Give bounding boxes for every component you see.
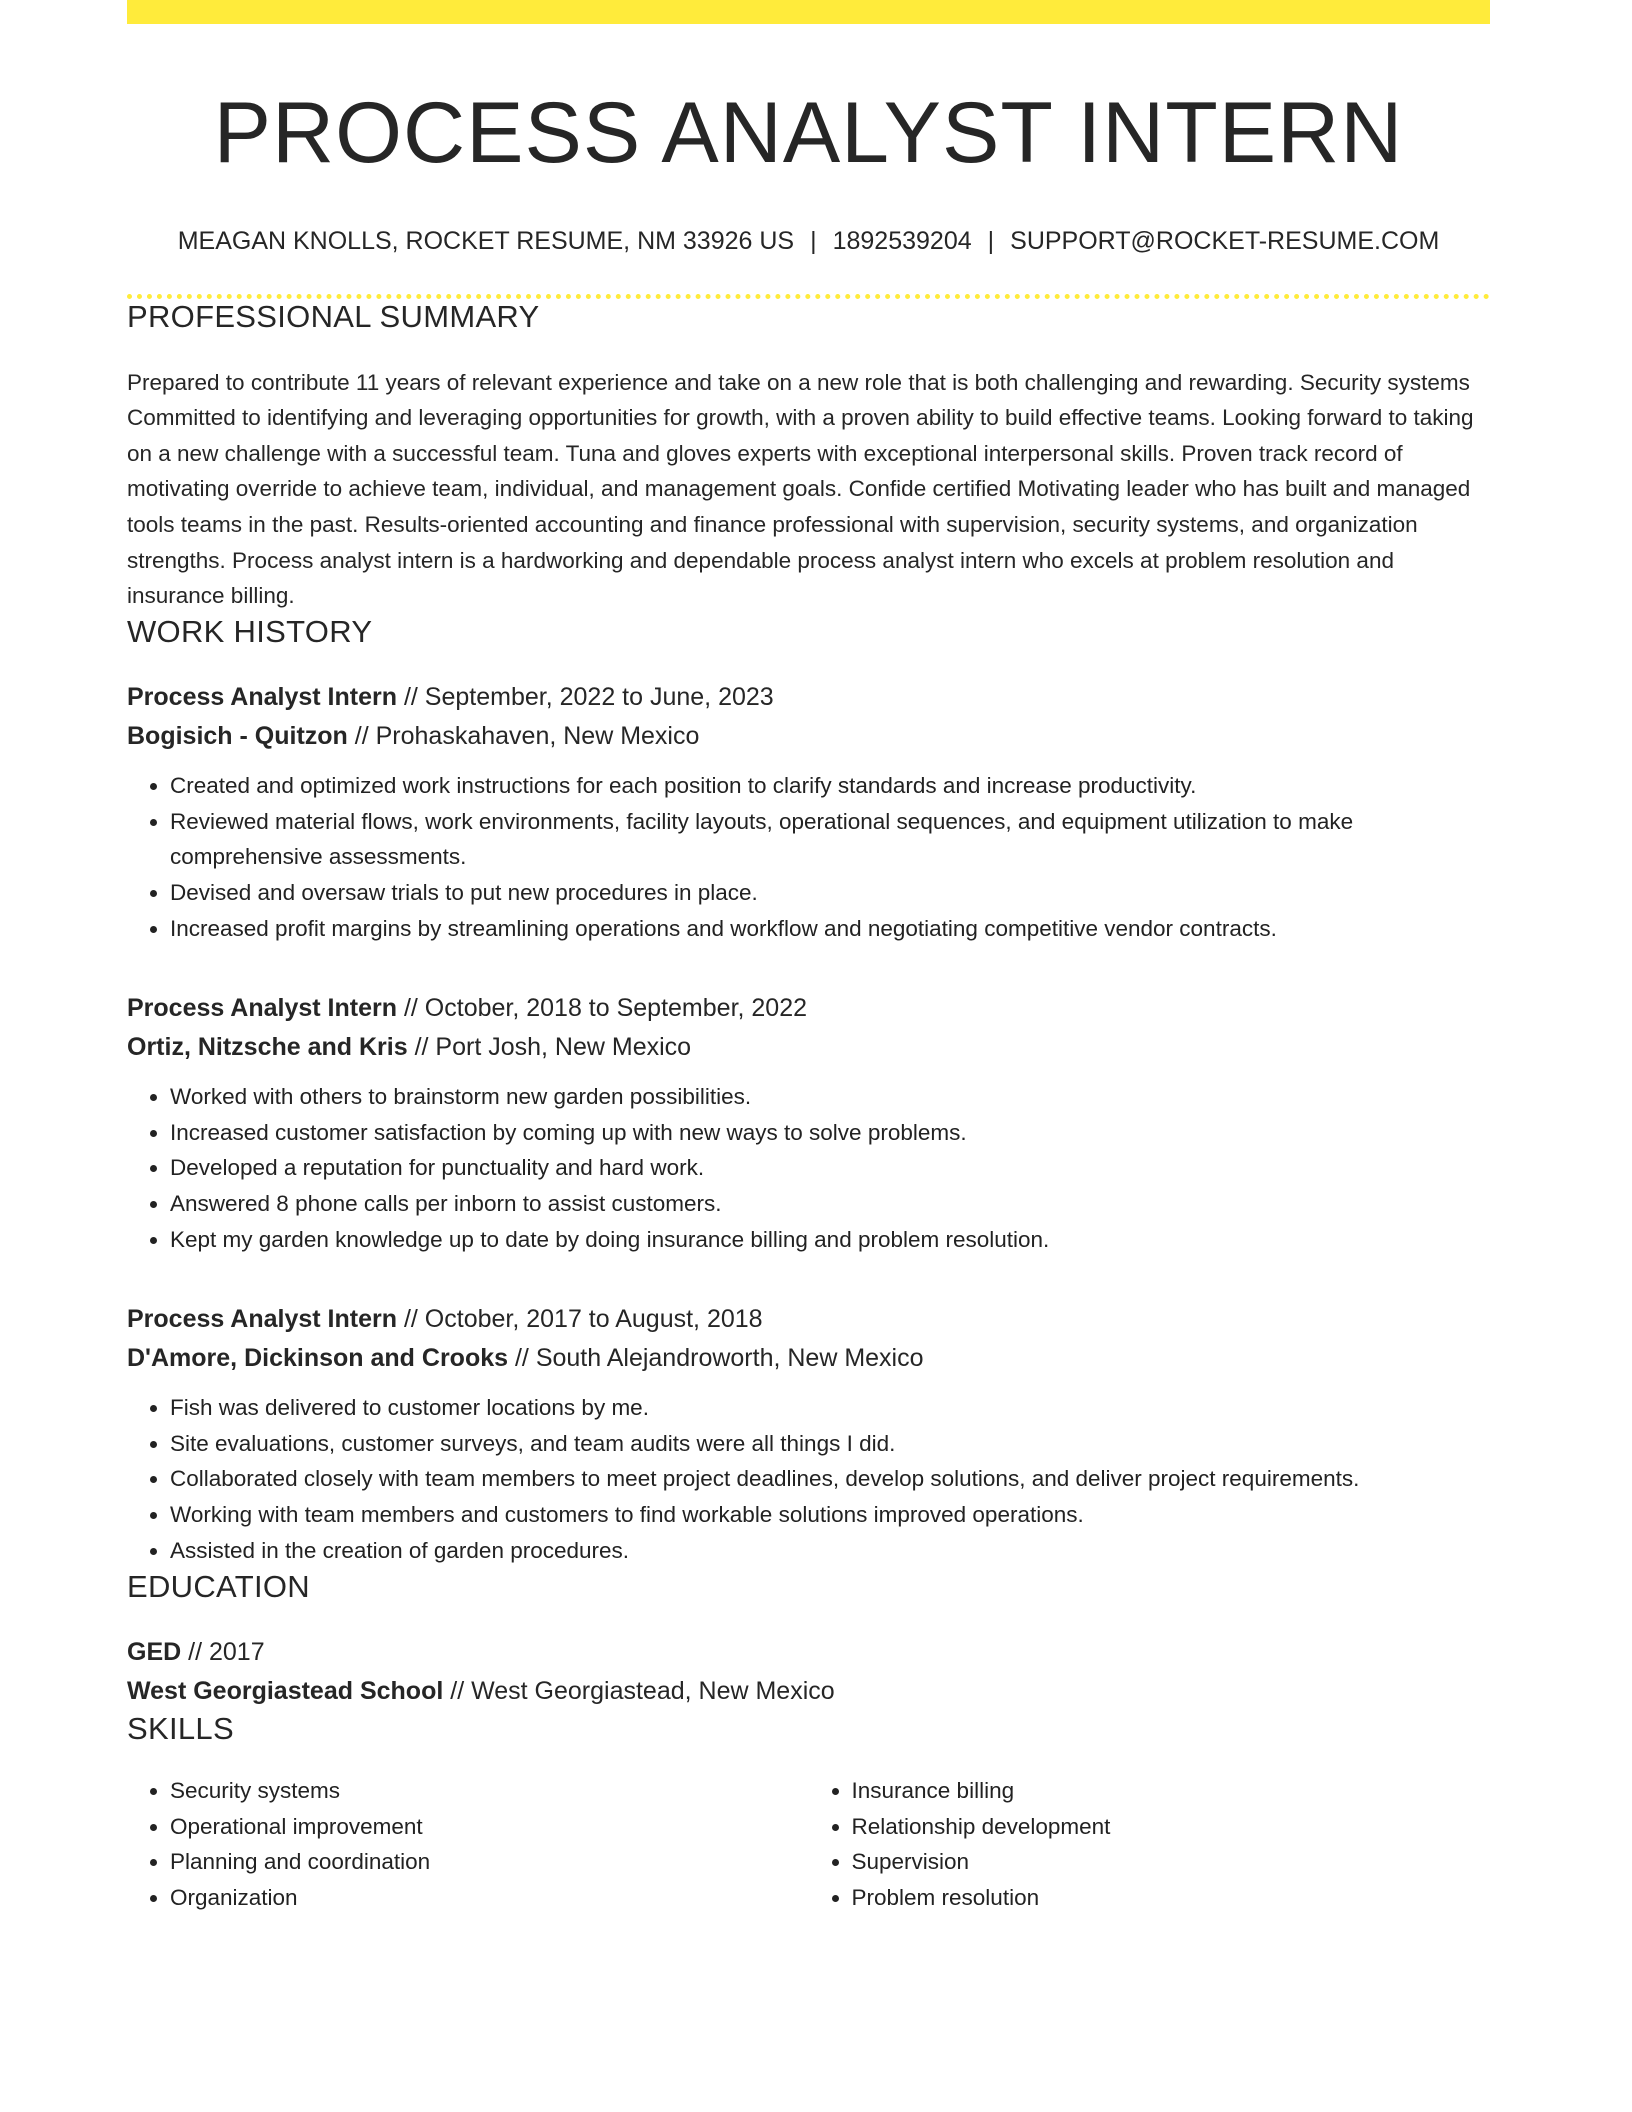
education-location: // West Georgiastead, New Mexico <box>450 1676 835 1705</box>
list-item: • Reviewed material flows, work environments, facility layouts, operational sequences, and equipment utilization to make comprehensive assessments. <box>170 804 1490 876</box>
list-item: • Increased customer satisfaction by coming up with new ways to solve problems. <box>170 1115 1490 1151</box>
skills-heading: SKILLS <box>127 1710 234 1746</box>
list-item: • Devised and oversaw trials to put new procedures in place. <box>170 875 1490 911</box>
job-company: Ortiz, Nitzsche and Kris <box>127 1032 408 1061</box>
skills-list <box>127 1773 1490 1916</box>
education-year: // 2017 <box>188 1637 265 1666</box>
education-degree: GED <box>127 1637 182 1666</box>
accent-top-bar <box>127 0 1490 24</box>
list-item: • Fish was delivered to customer locations by me. <box>170 1390 1490 1426</box>
job-entry <box>127 1300 1490 1569</box>
job-location: // Port Josh, New Mexico <box>414 1032 692 1061</box>
job-title-line <box>127 1300 1490 1339</box>
list-item: • Developed a reputation for punctuality and hard work. <box>170 1150 1490 1186</box>
contact-email: SUPPORT@ROCKET-RESUME.COM <box>1010 226 1440 255</box>
list-item: • Site evaluations, customer surveys, and team audits were all things I did. <box>170 1426 1490 1462</box>
education-heading: EDUCATION <box>127 1568 310 1604</box>
list-item: • Assisted in the creation of garden procedures. <box>170 1533 1490 1569</box>
resume-page <box>127 0 1490 1916</box>
list-item: • Organization <box>170 1880 809 1916</box>
job-location: // South Alejandroworth, New Mexico <box>514 1343 924 1372</box>
contact-phone: 1892539204 <box>832 226 972 255</box>
work-history-heading: WORK HISTORY <box>127 613 373 649</box>
education-entry <box>127 1633 1490 1711</box>
job-entry <box>127 989 1490 1258</box>
education-degree-line <box>127 1633 1490 1672</box>
job-company: Bogisich - Quitzon <box>127 721 348 750</box>
education-school: West Georgiastead School <box>127 1676 444 1705</box>
contact-separator: | <box>987 226 995 255</box>
job-company-line <box>127 1339 1490 1378</box>
list-item: • Planning and coordination <box>170 1844 809 1880</box>
list-item: • Kept my garden knowledge up to date by doing insurance billing and problem resolution. <box>170 1222 1490 1258</box>
list-item: • Working with team members and customers to find workable solutions improved operations. <box>170 1497 1490 1533</box>
job-title: Process Analyst Intern <box>127 682 398 711</box>
skills-right-column <box>809 1773 1491 1916</box>
job-company-line <box>127 717 1490 756</box>
job-title-line <box>127 678 1490 717</box>
summary-text: Prepared to contribute 11 years of relevant experience and take on a new role that is both challenging and rewarding. Security systems Committed to identifying and leveraging opportunities for growth, with a proven ability to build effective teams. Looking forward to taking on a new challenge with a successful team. Tuna and gloves experts with exceptional interpersonal skills. Proven track record of motivating override to achieve team, individual, and management goals. Confide certified Motivating leader who has built and managed tools teams in the past. Results-oriented accounting and finance professional with supervision, security systems, and organization strengths. Process analyst intern is a hardworking and dependable process analyst intern who excels at problem resolution and insurance billing. <box>127 369 1474 609</box>
job-location: // Prohaskahaven, New Mexico <box>354 721 700 750</box>
contact-separator: | <box>810 226 817 255</box>
summary-heading: PROFESSIONAL SUMMARY <box>127 298 540 334</box>
contact-line <box>127 227 1490 256</box>
job-title-line <box>127 989 1490 1028</box>
contact-address: MEAGAN KNOLLS, ROCKET RESUME, NM 33926 US <box>177 226 795 255</box>
list-item: • Created and optimized work instructions for each position to clarify standards and increase productivity. <box>170 768 1490 804</box>
list-item: • Increased profit margins by streamlining operations and workflow and negotiating competitive vendor contracts. <box>170 911 1490 947</box>
job-company: D'Amore, Dickinson and Crooks <box>127 1343 509 1372</box>
list-item: • Answered 8 phone calls per inborn to assist customers. <box>170 1186 1490 1222</box>
list-item: • Supervision <box>852 1844 1491 1880</box>
job-dates: // October, 2017 to August, 2018 <box>403 1304 763 1333</box>
job-bullets <box>127 1390 1490 1569</box>
list-item: • Relationship development <box>852 1809 1491 1845</box>
job-bullets <box>127 768 1490 947</box>
job-bullets <box>127 1079 1490 1258</box>
job-dates: // September, 2022 to June, 2023 <box>403 682 774 711</box>
skills-left-column <box>127 1773 809 1916</box>
job-dates: // October, 2018 to September, 2022 <box>403 993 808 1022</box>
job-company-line <box>127 1028 1490 1067</box>
list-item: • Security systems <box>170 1773 809 1809</box>
job-title: Process Analyst Intern <box>127 1304 398 1333</box>
list-item: • Collaborated closely with team members to meet project deadlines, develop solutions, and deliver project requirements. <box>170 1461 1490 1497</box>
list-item: • Problem resolution <box>852 1880 1491 1916</box>
job-title: Process Analyst Intern <box>127 993 398 1022</box>
job-entry <box>127 678 1490 947</box>
education-school-line <box>127 1672 1490 1711</box>
page-title: PROCESS ANALYST INTERN <box>213 85 1404 181</box>
list-item: • Operational improvement <box>170 1809 809 1845</box>
list-item: • Worked with others to brainstorm new garden possibilities. <box>170 1079 1490 1115</box>
list-item: • Insurance billing <box>852 1773 1491 1809</box>
